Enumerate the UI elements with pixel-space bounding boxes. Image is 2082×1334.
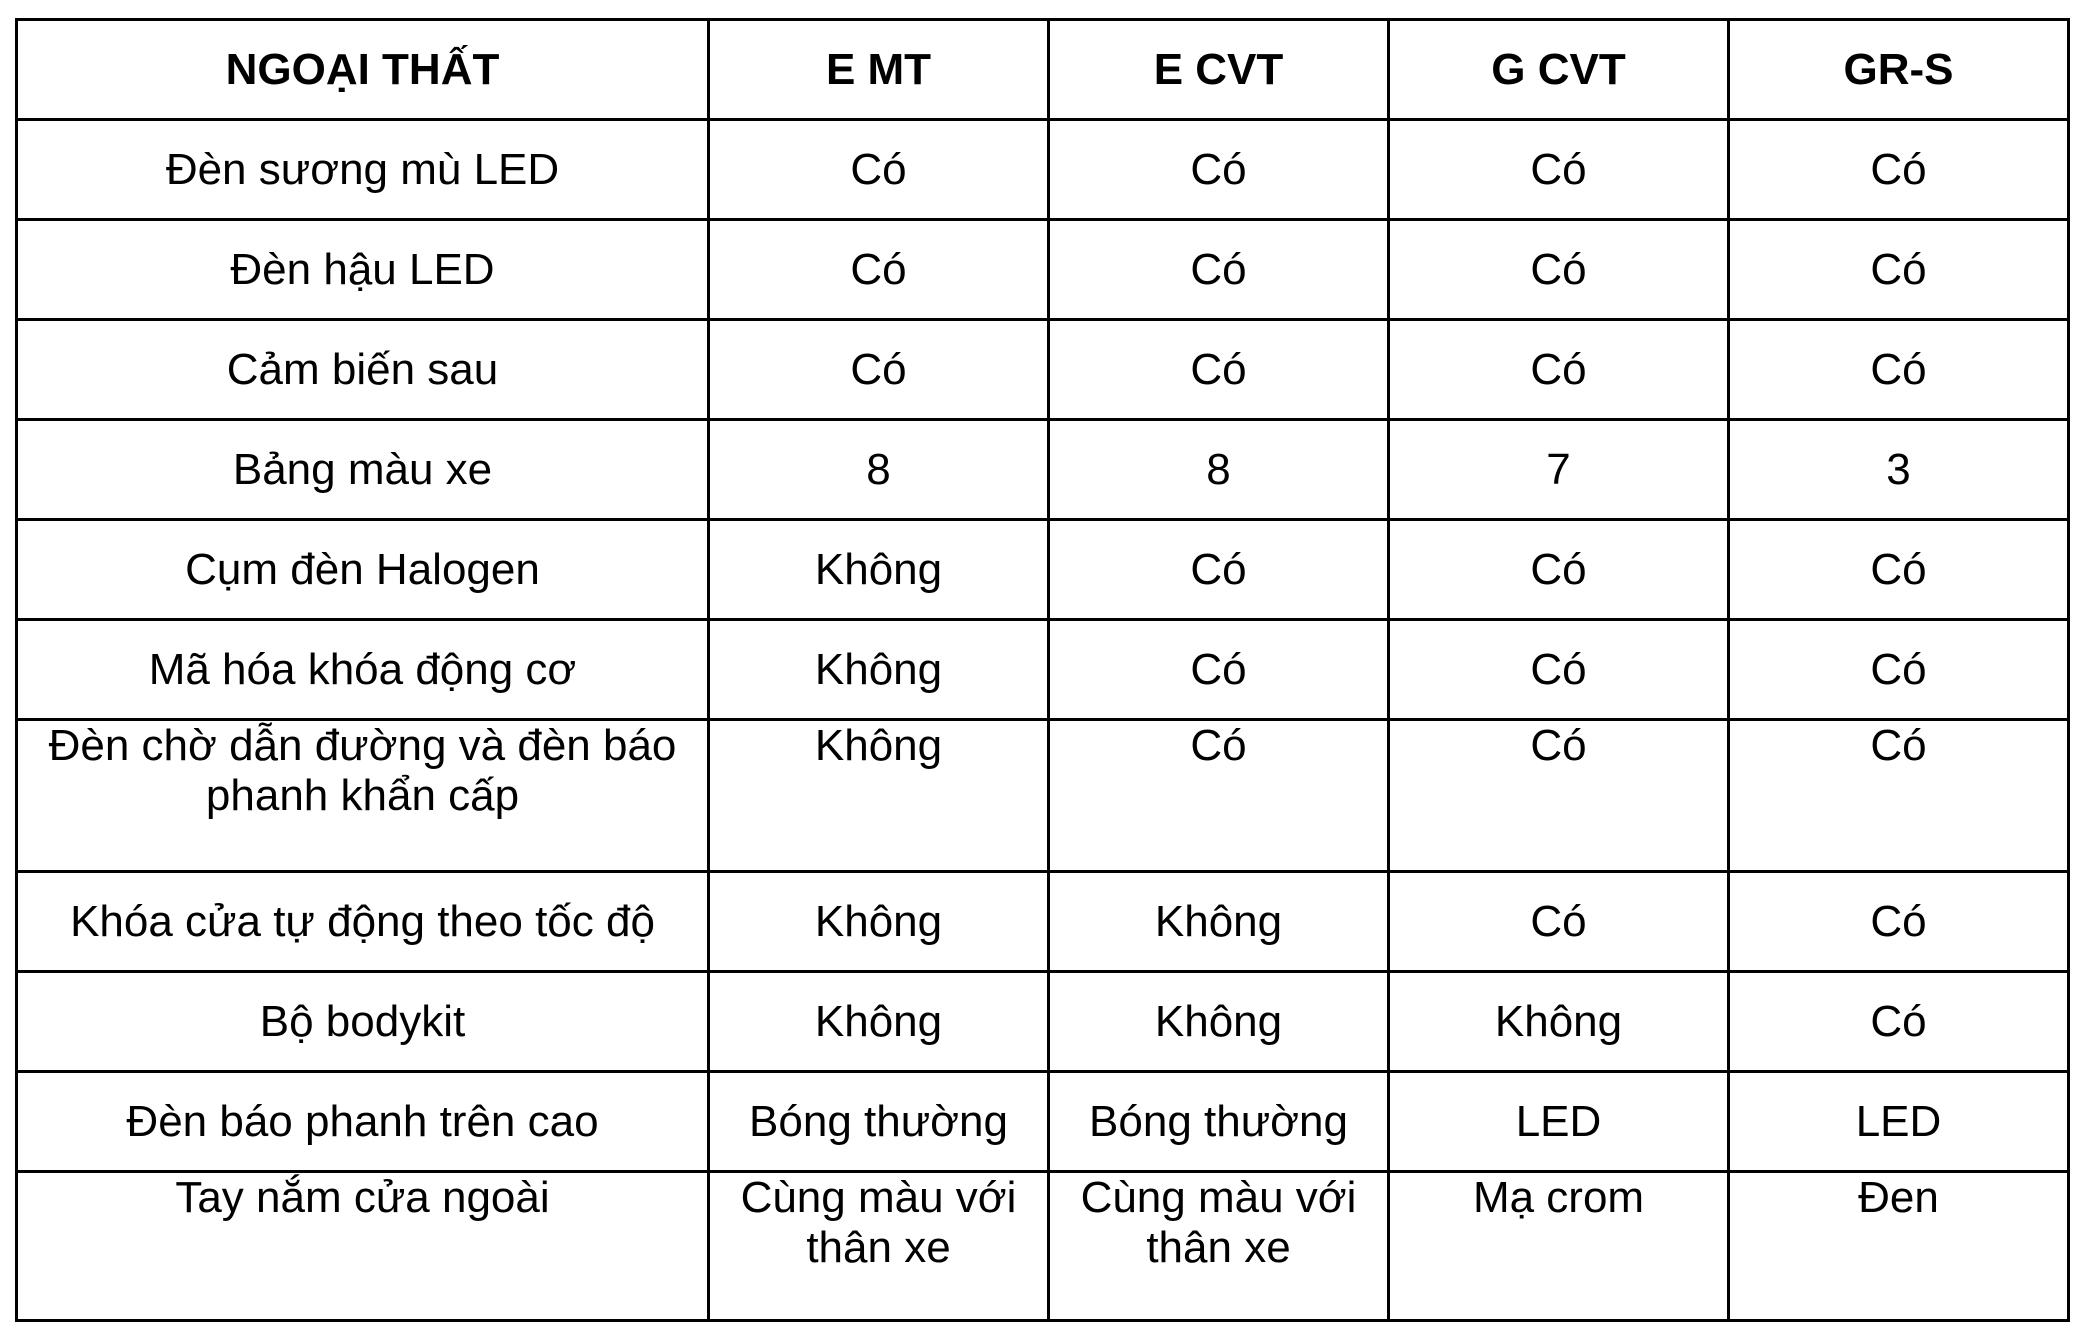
table-row — [17, 520, 2069, 620]
value-cell: Không — [709, 872, 1049, 972]
feature-cell: Cảm biến sau — [17, 320, 709, 420]
value-cell: Không — [709, 972, 1049, 1072]
value-cell: Cùng màu với thân xe — [1049, 1172, 1389, 1321]
value-cell: 7 — [1389, 420, 1729, 520]
value-cell: Có — [1389, 720, 1729, 872]
table-row — [17, 220, 2069, 320]
value-cell: Có — [1389, 872, 1729, 972]
table-row — [17, 972, 2069, 1072]
feature-cell: Cụm đèn Halogen — [17, 520, 709, 620]
feature-cell: Đèn sương mù LED — [17, 120, 709, 220]
table-row — [17, 620, 2069, 720]
feature-cell: Đèn chờ dẫn đường và đèn báo phanh khẩn cấp — [17, 720, 709, 872]
feature-cell: Tay nắm cửa ngoài — [17, 1172, 709, 1321]
value-cell: Đen — [1729, 1172, 2069, 1321]
value-cell: Có — [1389, 120, 1729, 220]
feature-cell: Mã hóa khóa động cơ — [17, 620, 709, 720]
value-cell: Có — [1729, 972, 2069, 1072]
value-cell: Có — [709, 320, 1049, 420]
table-row — [17, 720, 2069, 872]
value-cell: Có — [1049, 620, 1389, 720]
value-cell: Có — [1729, 720, 2069, 872]
value-cell: Có — [1729, 872, 2069, 972]
value-cell: 8 — [709, 420, 1049, 520]
value-cell: Có — [709, 220, 1049, 320]
value-cell: Không — [709, 520, 1049, 620]
feature-cell: Bảng màu xe — [17, 420, 709, 520]
table-row — [17, 420, 2069, 520]
feature-cell: Đèn báo phanh trên cao — [17, 1072, 709, 1172]
value-cell: Có — [1049, 520, 1389, 620]
table-row — [17, 1172, 2069, 1321]
value-cell: LED — [1389, 1072, 1729, 1172]
table-row — [17, 872, 2069, 972]
value-cell: 3 — [1729, 420, 2069, 520]
value-cell: Có — [1389, 320, 1729, 420]
feature-cell: Đèn hậu LED — [17, 220, 709, 320]
feature-cell: Khóa cửa tự động theo tốc độ — [17, 872, 709, 972]
header-g-cvt: G CVT — [1389, 20, 1729, 120]
value-cell: Không — [709, 720, 1049, 872]
header-e-mt: E MT — [709, 20, 1049, 120]
feature-cell: Bộ bodykit — [17, 972, 709, 1072]
table-row — [17, 320, 2069, 420]
value-cell: Có — [709, 120, 1049, 220]
value-cell: Có — [1729, 520, 2069, 620]
value-cell: Bóng thường — [1049, 1072, 1389, 1172]
value-cell: Có — [1729, 620, 2069, 720]
spec-table — [15, 18, 2070, 1322]
value-cell: Không — [1049, 972, 1389, 1072]
value-cell: Có — [1389, 220, 1729, 320]
value-cell: Có — [1049, 320, 1389, 420]
value-cell: Không — [1389, 972, 1729, 1072]
table-row — [17, 120, 2069, 220]
header-feature: NGOẠI THẤT — [17, 20, 709, 120]
header-e-cvt: E CVT — [1049, 20, 1389, 120]
header-gr-s: GR-S — [1729, 20, 2069, 120]
value-cell: Có — [1049, 220, 1389, 320]
value-cell: Có — [1389, 520, 1729, 620]
value-cell: Mạ crom — [1389, 1172, 1729, 1321]
value-cell: Bóng thường — [709, 1072, 1049, 1172]
value-cell: Có — [1389, 620, 1729, 720]
value-cell: Có — [1049, 720, 1389, 872]
value-cell: Cùng màu với thân xe — [709, 1172, 1049, 1321]
value-cell: Có — [1729, 120, 2069, 220]
value-cell: Không — [709, 620, 1049, 720]
value-cell: Có — [1049, 120, 1389, 220]
value-cell: Không — [1049, 872, 1389, 972]
value-cell: Có — [1729, 320, 2069, 420]
value-cell: 8 — [1049, 420, 1389, 520]
table-row — [17, 1072, 2069, 1172]
value-cell: Có — [1729, 220, 2069, 320]
header-row — [17, 20, 2069, 120]
value-cell: LED — [1729, 1072, 2069, 1172]
